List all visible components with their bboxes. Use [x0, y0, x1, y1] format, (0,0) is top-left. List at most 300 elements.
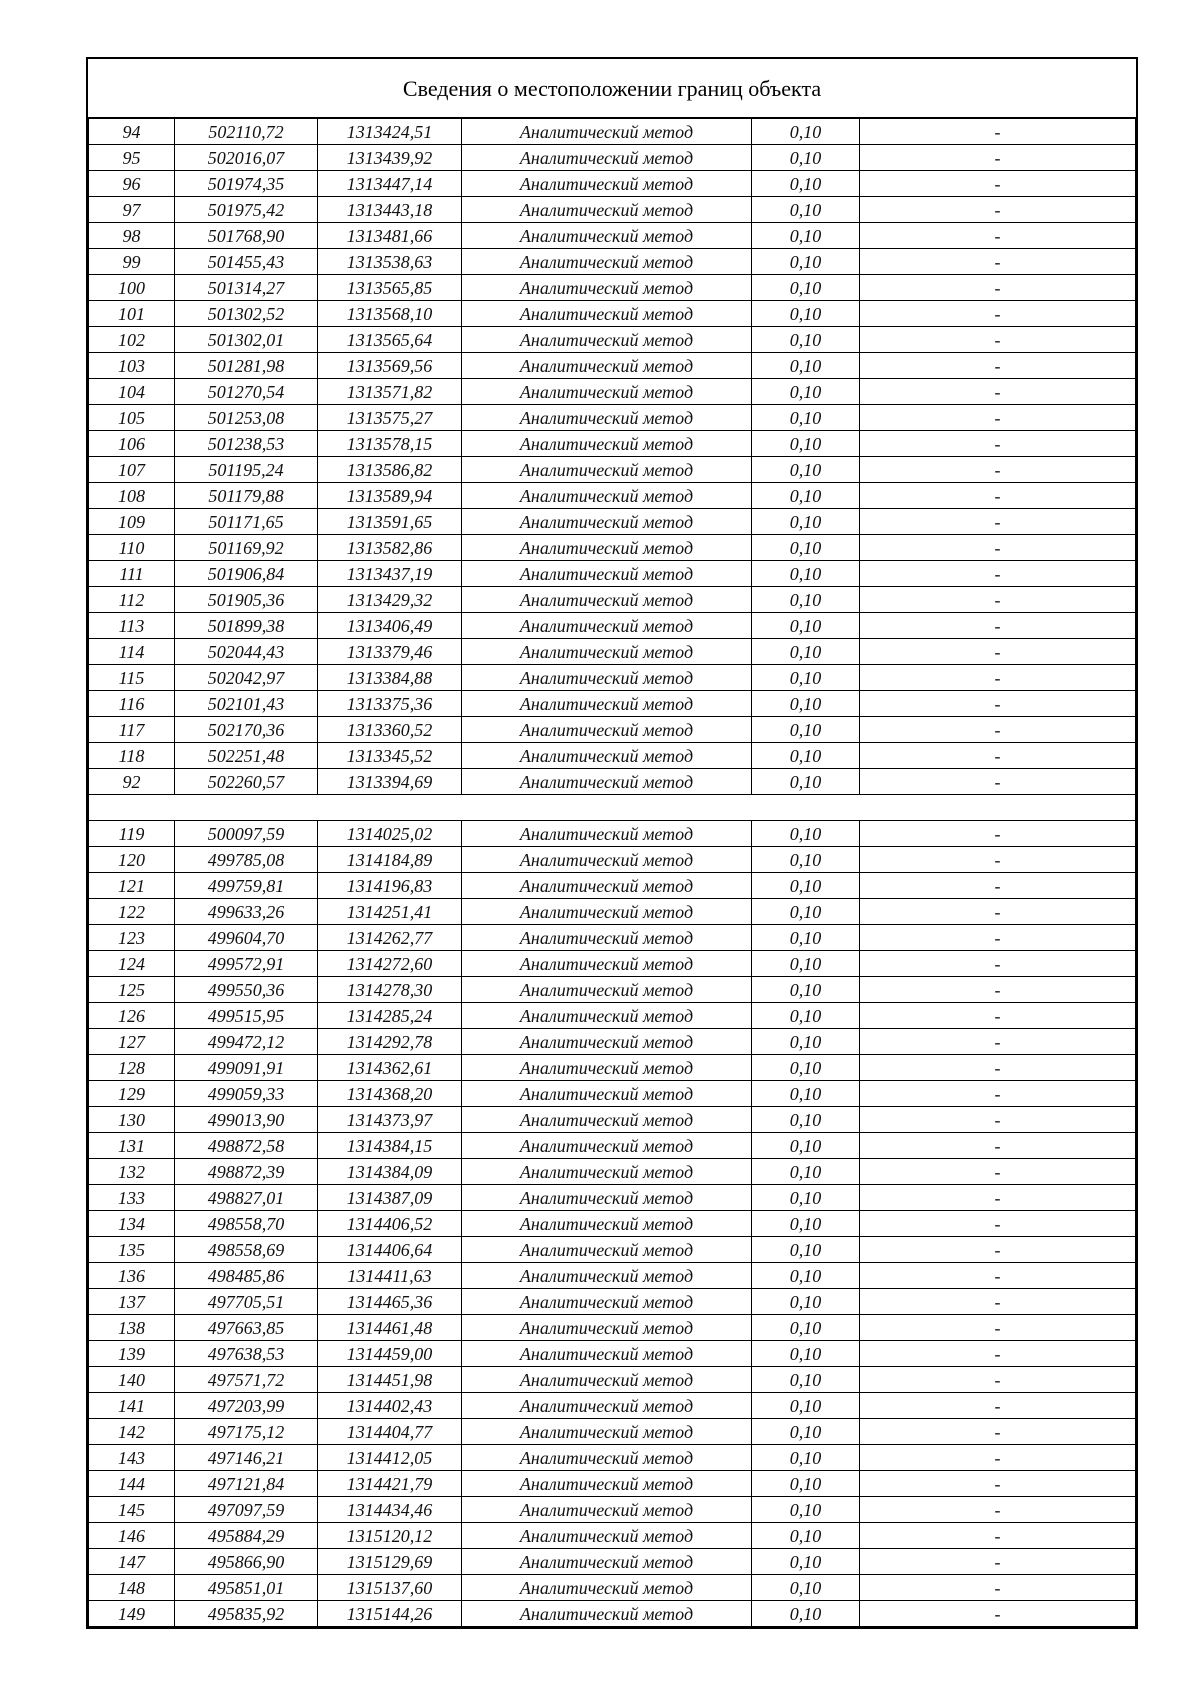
- x-coordinate-cell: 502044,43: [175, 639, 318, 665]
- table-row: [89, 587, 1136, 613]
- y-coordinate-cell: 1314285,24: [318, 1003, 462, 1029]
- y-coordinate-cell: 1314421,79: [318, 1471, 462, 1497]
- accuracy-cell: 0,10: [752, 1211, 860, 1237]
- x-coordinate-cell: 501195,24: [175, 457, 318, 483]
- note-cell: -: [860, 873, 1136, 899]
- y-coordinate-cell: 1314025,02: [318, 821, 462, 847]
- accuracy-cell: 0,10: [752, 1003, 860, 1029]
- x-coordinate-cell: 499550,36: [175, 977, 318, 1003]
- note-cell: -: [860, 457, 1136, 483]
- table-row: [89, 1549, 1136, 1575]
- y-coordinate-cell: 1314461,48: [318, 1315, 462, 1341]
- accuracy-cell: 0,10: [752, 275, 860, 301]
- accuracy-cell: 0,10: [752, 717, 860, 743]
- accuracy-cell: 0,10: [752, 1419, 860, 1445]
- note-cell: -: [860, 483, 1136, 509]
- y-coordinate-cell: 1314368,20: [318, 1081, 462, 1107]
- point-number-cell: 116: [89, 691, 175, 717]
- x-coordinate-cell: 499091,91: [175, 1055, 318, 1081]
- point-number-cell: 143: [89, 1445, 175, 1471]
- method-cell: Аналитический метод: [462, 457, 752, 483]
- y-coordinate-cell: 1314406,64: [318, 1237, 462, 1263]
- method-cell: Аналитический метод: [462, 925, 752, 951]
- point-number-cell: 137: [89, 1289, 175, 1315]
- table-row: [89, 769, 1136, 795]
- point-number-cell: 95: [89, 145, 175, 171]
- method-cell: Аналитический метод: [462, 301, 752, 327]
- accuracy-cell: 0,10: [752, 301, 860, 327]
- point-number-cell: 122: [89, 899, 175, 925]
- x-coordinate-cell: 501899,38: [175, 613, 318, 639]
- y-coordinate-cell: 1313375,36: [318, 691, 462, 717]
- x-coordinate-cell: 497663,85: [175, 1315, 318, 1341]
- x-coordinate-cell: 499785,08: [175, 847, 318, 873]
- point-number-cell: 144: [89, 1471, 175, 1497]
- note-cell: -: [860, 1029, 1136, 1055]
- note-cell: -: [860, 1055, 1136, 1081]
- point-number-cell: 99: [89, 249, 175, 275]
- y-coordinate-cell: 1314434,46: [318, 1497, 462, 1523]
- method-cell: Аналитический метод: [462, 1029, 752, 1055]
- coordinates-table-body: [89, 119, 1136, 1627]
- y-coordinate-cell: 1313591,65: [318, 509, 462, 535]
- accuracy-cell: 0,10: [752, 1237, 860, 1263]
- accuracy-cell: 0,10: [752, 1471, 860, 1497]
- x-coordinate-cell: 499572,91: [175, 951, 318, 977]
- y-coordinate-cell: 1313578,15: [318, 431, 462, 457]
- table-row: [89, 873, 1136, 899]
- table-row: [89, 1341, 1136, 1367]
- x-coordinate-cell: 499059,33: [175, 1081, 318, 1107]
- point-number-cell: 113: [89, 613, 175, 639]
- y-coordinate-cell: 1314196,83: [318, 873, 462, 899]
- x-coordinate-cell: 502170,36: [175, 717, 318, 743]
- table-row: [89, 223, 1136, 249]
- accuracy-cell: 0,10: [752, 431, 860, 457]
- x-coordinate-cell: 502260,57: [175, 769, 318, 795]
- method-cell: Аналитический метод: [462, 1445, 752, 1471]
- method-cell: Аналитический метод: [462, 821, 752, 847]
- method-cell: Аналитический метод: [462, 847, 752, 873]
- note-cell: -: [860, 925, 1136, 951]
- point-number-cell: 126: [89, 1003, 175, 1029]
- accuracy-cell: 0,10: [752, 1445, 860, 1471]
- x-coordinate-cell: 497571,72: [175, 1367, 318, 1393]
- y-coordinate-cell: 1313568,10: [318, 301, 462, 327]
- y-coordinate-cell: 1313575,27: [318, 405, 462, 431]
- accuracy-cell: 0,10: [752, 899, 860, 925]
- point-number-cell: 109: [89, 509, 175, 535]
- method-cell: Аналитический метод: [462, 743, 752, 769]
- method-cell: Аналитический метод: [462, 873, 752, 899]
- accuracy-cell: 0,10: [752, 1055, 860, 1081]
- method-cell: Аналитический метод: [462, 1211, 752, 1237]
- x-coordinate-cell: 499515,95: [175, 1003, 318, 1029]
- table-row: [89, 483, 1136, 509]
- x-coordinate-cell: 497175,12: [175, 1419, 318, 1445]
- x-coordinate-cell: 498485,86: [175, 1263, 318, 1289]
- y-coordinate-cell: 1314292,78: [318, 1029, 462, 1055]
- table-row: [89, 691, 1136, 717]
- note-cell: -: [860, 1367, 1136, 1393]
- method-cell: Аналитический метод: [462, 1367, 752, 1393]
- point-number-cell: 142: [89, 1419, 175, 1445]
- method-cell: Аналитический метод: [462, 1081, 752, 1107]
- section-separator-cell: [89, 795, 1136, 821]
- table-row: [89, 197, 1136, 223]
- note-cell: -: [860, 1315, 1136, 1341]
- point-number-cell: 123: [89, 925, 175, 951]
- note-cell: -: [860, 561, 1136, 587]
- point-number-cell: 97: [89, 197, 175, 223]
- table-row: [89, 639, 1136, 665]
- y-coordinate-cell: 1313345,52: [318, 743, 462, 769]
- y-coordinate-cell: 1313379,46: [318, 639, 462, 665]
- y-coordinate-cell: 1314451,98: [318, 1367, 462, 1393]
- note-cell: -: [860, 1237, 1136, 1263]
- point-number-cell: 141: [89, 1393, 175, 1419]
- accuracy-cell: 0,10: [752, 197, 860, 223]
- y-coordinate-cell: 1313565,64: [318, 327, 462, 353]
- point-number-cell: 98: [89, 223, 175, 249]
- point-number-cell: 117: [89, 717, 175, 743]
- y-coordinate-cell: 1314272,60: [318, 951, 462, 977]
- method-cell: Аналитический метод: [462, 249, 752, 275]
- y-coordinate-cell: 1314402,43: [318, 1393, 462, 1419]
- accuracy-cell: 0,10: [752, 1081, 860, 1107]
- accuracy-cell: 0,10: [752, 847, 860, 873]
- method-cell: Аналитический метод: [462, 1289, 752, 1315]
- table-row: [89, 1263, 1136, 1289]
- y-coordinate-cell: 1313429,32: [318, 587, 462, 613]
- point-number-cell: 101: [89, 301, 175, 327]
- table-row: [89, 1419, 1136, 1445]
- x-coordinate-cell: 502251,48: [175, 743, 318, 769]
- method-cell: Аналитический метод: [462, 1315, 752, 1341]
- table-row: [89, 951, 1136, 977]
- y-coordinate-cell: 1313394,69: [318, 769, 462, 795]
- point-number-cell: 139: [89, 1341, 175, 1367]
- table-row: [89, 457, 1136, 483]
- y-coordinate-cell: 1314278,30: [318, 977, 462, 1003]
- point-number-cell: 110: [89, 535, 175, 561]
- accuracy-cell: 0,10: [752, 249, 860, 275]
- x-coordinate-cell: 501270,54: [175, 379, 318, 405]
- accuracy-cell: 0,10: [752, 587, 860, 613]
- table-row: [89, 405, 1136, 431]
- point-number-cell: 128: [89, 1055, 175, 1081]
- note-cell: -: [860, 1445, 1136, 1471]
- table-row: [89, 1289, 1136, 1315]
- accuracy-cell: 0,10: [752, 535, 860, 561]
- accuracy-cell: 0,10: [752, 119, 860, 145]
- point-number-cell: 136: [89, 1263, 175, 1289]
- point-number-cell: 114: [89, 639, 175, 665]
- accuracy-cell: 0,10: [752, 769, 860, 795]
- note-cell: -: [860, 379, 1136, 405]
- point-number-cell: 118: [89, 743, 175, 769]
- method-cell: Аналитический метод: [462, 223, 752, 249]
- y-coordinate-cell: 1315137,60: [318, 1575, 462, 1601]
- table-row: [89, 249, 1136, 275]
- note-cell: -: [860, 1211, 1136, 1237]
- note-cell: -: [860, 1289, 1136, 1315]
- accuracy-cell: 0,10: [752, 1133, 860, 1159]
- x-coordinate-cell: 499759,81: [175, 873, 318, 899]
- point-number-cell: 147: [89, 1549, 175, 1575]
- accuracy-cell: 0,10: [752, 1107, 860, 1133]
- note-cell: -: [860, 587, 1136, 613]
- table-row: [89, 613, 1136, 639]
- point-number-cell: 135: [89, 1237, 175, 1263]
- note-cell: -: [860, 1393, 1136, 1419]
- accuracy-cell: 0,10: [752, 743, 860, 769]
- x-coordinate-cell: 497638,53: [175, 1341, 318, 1367]
- accuracy-cell: 0,10: [752, 1601, 860, 1627]
- y-coordinate-cell: 1314412,05: [318, 1445, 462, 1471]
- x-coordinate-cell: 502101,43: [175, 691, 318, 717]
- table-row: [89, 1575, 1136, 1601]
- table-row: [89, 821, 1136, 847]
- table-row: [89, 743, 1136, 769]
- y-coordinate-cell: 1313569,56: [318, 353, 462, 379]
- y-coordinate-cell: 1315120,12: [318, 1523, 462, 1549]
- y-coordinate-cell: 1313447,14: [318, 171, 462, 197]
- point-number-cell: 96: [89, 171, 175, 197]
- method-cell: Аналитический метод: [462, 1575, 752, 1601]
- x-coordinate-cell: 495851,01: [175, 1575, 318, 1601]
- point-number-cell: 148: [89, 1575, 175, 1601]
- point-number-cell: 127: [89, 1029, 175, 1055]
- note-cell: -: [860, 431, 1136, 457]
- note-cell: -: [860, 301, 1136, 327]
- accuracy-cell: 0,10: [752, 405, 860, 431]
- method-cell: Аналитический метод: [462, 561, 752, 587]
- point-number-cell: 121: [89, 873, 175, 899]
- method-cell: Аналитический метод: [462, 1419, 752, 1445]
- table-row: [89, 1523, 1136, 1549]
- method-cell: Аналитический метод: [462, 405, 752, 431]
- method-cell: Аналитический метод: [462, 1159, 752, 1185]
- y-coordinate-cell: 1313406,49: [318, 613, 462, 639]
- table-row: [89, 1055, 1136, 1081]
- method-cell: Аналитический метод: [462, 145, 752, 171]
- method-cell: Аналитический метод: [462, 171, 752, 197]
- y-coordinate-cell: 1314465,36: [318, 1289, 462, 1315]
- method-cell: Аналитический метод: [462, 1341, 752, 1367]
- note-cell: -: [860, 249, 1136, 275]
- x-coordinate-cell: 499472,12: [175, 1029, 318, 1055]
- document-title: Сведения о местоположении границ объекта: [88, 59, 1136, 119]
- note-cell: -: [860, 535, 1136, 561]
- point-number-cell: 138: [89, 1315, 175, 1341]
- x-coordinate-cell: 501281,98: [175, 353, 318, 379]
- note-cell: -: [860, 769, 1136, 795]
- y-coordinate-cell: 1313565,85: [318, 275, 462, 301]
- x-coordinate-cell: 495835,92: [175, 1601, 318, 1627]
- y-coordinate-cell: 1315144,26: [318, 1601, 462, 1627]
- x-coordinate-cell: 502016,07: [175, 145, 318, 171]
- x-coordinate-cell: 499633,26: [175, 899, 318, 925]
- point-number-cell: 119: [89, 821, 175, 847]
- accuracy-cell: 0,10: [752, 873, 860, 899]
- table-row: [89, 431, 1136, 457]
- accuracy-cell: 0,10: [752, 171, 860, 197]
- table-row: [89, 301, 1136, 327]
- y-coordinate-cell: 1313589,94: [318, 483, 462, 509]
- note-cell: -: [860, 1601, 1136, 1627]
- y-coordinate-cell: 1313437,19: [318, 561, 462, 587]
- note-cell: -: [860, 1081, 1136, 1107]
- note-cell: -: [860, 405, 1136, 431]
- method-cell: Аналитический метод: [462, 275, 752, 301]
- point-number-cell: 131: [89, 1133, 175, 1159]
- y-coordinate-cell: 1314411,63: [318, 1263, 462, 1289]
- y-coordinate-cell: 1314404,77: [318, 1419, 462, 1445]
- method-cell: Аналитический метод: [462, 717, 752, 743]
- note-cell: -: [860, 171, 1136, 197]
- note-cell: -: [860, 1549, 1136, 1575]
- x-coordinate-cell: 499604,70: [175, 925, 318, 951]
- x-coordinate-cell: 495884,29: [175, 1523, 318, 1549]
- table-row: [89, 275, 1136, 301]
- x-coordinate-cell: 501169,92: [175, 535, 318, 561]
- x-coordinate-cell: 501974,35: [175, 171, 318, 197]
- accuracy-cell: 0,10: [752, 1315, 860, 1341]
- method-cell: Аналитический метод: [462, 197, 752, 223]
- method-cell: Аналитический метод: [462, 1107, 752, 1133]
- note-cell: -: [860, 197, 1136, 223]
- point-number-cell: 94: [89, 119, 175, 145]
- x-coordinate-cell: 497203,99: [175, 1393, 318, 1419]
- accuracy-cell: 0,10: [752, 665, 860, 691]
- y-coordinate-cell: 1314373,97: [318, 1107, 462, 1133]
- x-coordinate-cell: 498558,70: [175, 1211, 318, 1237]
- method-cell: Аналитический метод: [462, 1471, 752, 1497]
- x-coordinate-cell: 501302,01: [175, 327, 318, 353]
- point-number-cell: 108: [89, 483, 175, 509]
- accuracy-cell: 0,10: [752, 223, 860, 249]
- y-coordinate-cell: 1313582,86: [318, 535, 462, 561]
- method-cell: Аналитический метод: [462, 1237, 752, 1263]
- accuracy-cell: 0,10: [752, 1159, 860, 1185]
- section-separator-row: [89, 795, 1136, 821]
- y-coordinate-cell: 1313360,52: [318, 717, 462, 743]
- y-coordinate-cell: 1314384,15: [318, 1133, 462, 1159]
- y-coordinate-cell: 1313586,82: [318, 457, 462, 483]
- accuracy-cell: 0,10: [752, 639, 860, 665]
- note-cell: -: [860, 639, 1136, 665]
- note-cell: -: [860, 743, 1136, 769]
- x-coordinate-cell: 497121,84: [175, 1471, 318, 1497]
- note-cell: -: [860, 717, 1136, 743]
- accuracy-cell: 0,10: [752, 691, 860, 717]
- note-cell: -: [860, 847, 1136, 873]
- note-cell: -: [860, 1419, 1136, 1445]
- accuracy-cell: 0,10: [752, 327, 860, 353]
- note-cell: -: [860, 691, 1136, 717]
- accuracy-cell: 0,10: [752, 951, 860, 977]
- x-coordinate-cell: 497097,59: [175, 1497, 318, 1523]
- y-coordinate-cell: 1313571,82: [318, 379, 462, 405]
- method-cell: Аналитический метод: [462, 1549, 752, 1575]
- table-row: [89, 1497, 1136, 1523]
- x-coordinate-cell: 497705,51: [175, 1289, 318, 1315]
- accuracy-cell: 0,10: [752, 821, 860, 847]
- table-row: [89, 509, 1136, 535]
- point-number-cell: 149: [89, 1601, 175, 1627]
- note-cell: -: [860, 275, 1136, 301]
- x-coordinate-cell: 501455,43: [175, 249, 318, 275]
- point-number-cell: 133: [89, 1185, 175, 1211]
- point-number-cell: 111: [89, 561, 175, 587]
- accuracy-cell: 0,10: [752, 145, 860, 171]
- method-cell: Аналитический метод: [462, 1393, 752, 1419]
- table-row: [89, 665, 1136, 691]
- note-cell: -: [860, 353, 1136, 379]
- note-cell: -: [860, 223, 1136, 249]
- table-row: [89, 1315, 1136, 1341]
- accuracy-cell: 0,10: [752, 353, 860, 379]
- method-cell: Аналитический метод: [462, 327, 752, 353]
- method-cell: Аналитический метод: [462, 1601, 752, 1627]
- method-cell: Аналитический метод: [462, 1497, 752, 1523]
- y-coordinate-cell: 1313443,18: [318, 197, 462, 223]
- x-coordinate-cell: 498827,01: [175, 1185, 318, 1211]
- y-coordinate-cell: 1314362,61: [318, 1055, 462, 1081]
- method-cell: Аналитический метод: [462, 431, 752, 457]
- method-cell: Аналитический метод: [462, 1523, 752, 1549]
- point-number-cell: 103: [89, 353, 175, 379]
- note-cell: -: [860, 1003, 1136, 1029]
- method-cell: Аналитический метод: [462, 691, 752, 717]
- point-number-cell: 112: [89, 587, 175, 613]
- coordinates-table: [88, 119, 1136, 1627]
- table-row: [89, 1159, 1136, 1185]
- point-number-cell: 100: [89, 275, 175, 301]
- table-row: [89, 145, 1136, 171]
- table-row: [89, 353, 1136, 379]
- point-number-cell: 124: [89, 951, 175, 977]
- method-cell: Аналитический метод: [462, 665, 752, 691]
- method-cell: Аналитический метод: [462, 1003, 752, 1029]
- point-number-cell: 115: [89, 665, 175, 691]
- boundary-table-document: [86, 57, 1138, 1629]
- accuracy-cell: 0,10: [752, 457, 860, 483]
- y-coordinate-cell: 1313538,63: [318, 249, 462, 275]
- table-row: [89, 1445, 1136, 1471]
- method-cell: Аналитический метод: [462, 119, 752, 145]
- method-cell: Аналитический метод: [462, 509, 752, 535]
- x-coordinate-cell: 501906,84: [175, 561, 318, 587]
- point-number-cell: 120: [89, 847, 175, 873]
- table-row: [89, 1107, 1136, 1133]
- x-coordinate-cell: 501179,88: [175, 483, 318, 509]
- accuracy-cell: 0,10: [752, 1575, 860, 1601]
- y-coordinate-cell: 1314406,52: [318, 1211, 462, 1237]
- method-cell: Аналитический метод: [462, 535, 752, 561]
- point-number-cell: 104: [89, 379, 175, 405]
- point-number-cell: 125: [89, 977, 175, 1003]
- table-row: [89, 379, 1136, 405]
- y-coordinate-cell: 1314384,09: [318, 1159, 462, 1185]
- x-coordinate-cell: 501905,36: [175, 587, 318, 613]
- note-cell: -: [860, 821, 1136, 847]
- note-cell: -: [860, 119, 1136, 145]
- method-cell: Аналитический метод: [462, 769, 752, 795]
- accuracy-cell: 0,10: [752, 1367, 860, 1393]
- x-coordinate-cell: 501975,42: [175, 197, 318, 223]
